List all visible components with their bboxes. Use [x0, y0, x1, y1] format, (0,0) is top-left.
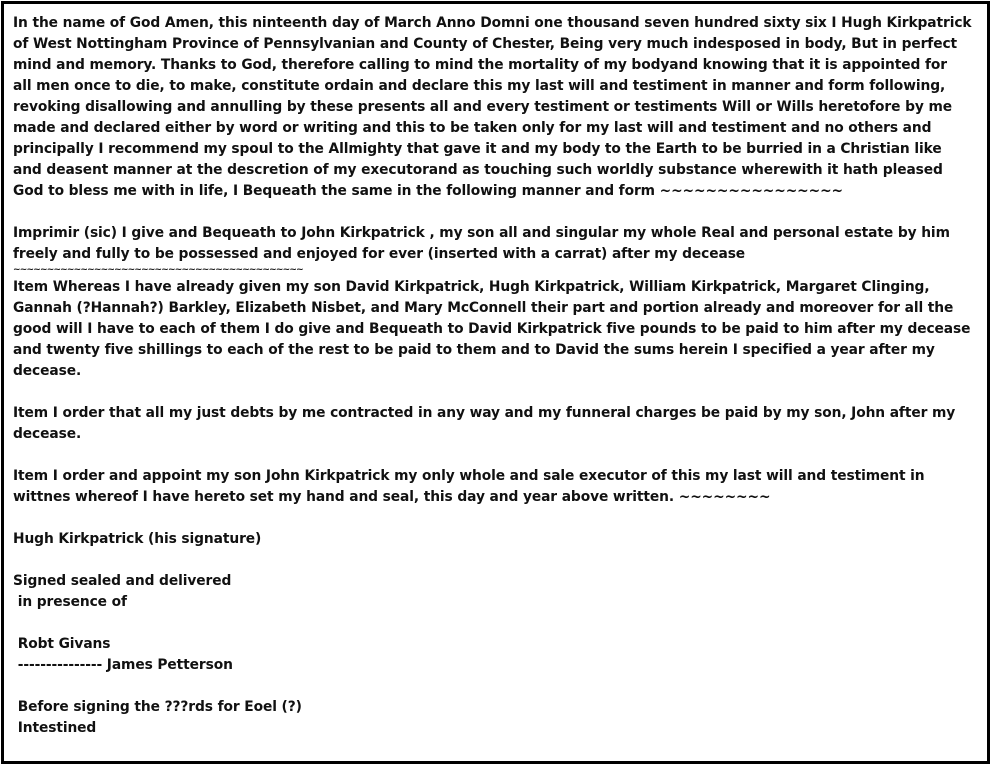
text-line: of West Nottingham Province of Pennsylvanian and County of Chester, Being very much indesposed in body, But in perfect — [13, 36, 958, 52]
document-frame — [1, 1, 990, 764]
witness-line: --------------- James Petterson — [13, 657, 233, 673]
paragraph-gap — [13, 613, 979, 634]
paragraph-gap — [13, 508, 979, 529]
text-line: decease. — [13, 363, 82, 379]
text-line: wittnes whereof I have hereto set my hand and seal, this day and year above written. ~~~~~~~~ — [13, 489, 771, 505]
text-line: mind and memory. Thanks to God, therefore calling to mind the mortality of my bodyand knowing that it is appointed for — [13, 57, 947, 73]
text-line: all men once to die, to make, constitute ordain and declare this my last will and testiment in manner and form following, — [13, 78, 946, 94]
text-line: and deasent manner at the descretion of my executorand as touching such worldly substance wherewith it hath pleased — [13, 162, 943, 178]
paragraph-gap — [13, 550, 979, 571]
text-line: Imprimir (sic) I give and Bequeath to John Kirkpatrick , my son all and singular my whole Real and personal estate by him — [13, 225, 950, 241]
text-line: Item Whereas I have already given my son David Kirkpatrick, Hugh Kirkpatrick, William Kirkpatrick, Margaret Clinging, — [13, 279, 930, 295]
text-line: decease. — [13, 426, 82, 442]
will-transcription — [13, 13, 979, 739]
preamble-paragraph — [13, 13, 979, 202]
item-children-paragraph — [13, 277, 979, 382]
paragraph-gap — [13, 676, 979, 697]
text-line: and twenty five shillings to each of the rest to be paid to them and to David the sums herein I specified a year after my — [13, 342, 935, 358]
tilde-line: ~~~~~~~~~~~~~~~~~~~~~~~~~~~~~~~~~~~~~~~~~~~ — [13, 265, 303, 275]
text-line: freely and fully to be possessed and enjoyed for ever (inserted with a carrat) after my decease — [13, 246, 746, 262]
text-line: Signed sealed and delivered — [13, 573, 232, 589]
paragraph-gap — [13, 202, 979, 223]
text-line: Before signing the ???rds for Eoel (?) — [13, 699, 302, 715]
signed-sealed-block — [13, 571, 979, 613]
signature-block — [13, 529, 979, 550]
paragraph-gap — [13, 445, 979, 466]
text-line: In the name of God Amen, this ninteenth day of March Anno Domni one thousand seven hundred sixty six I Hugh Kirkpatrick — [13, 15, 972, 31]
text-line: Gannah (?Hannah?) Barkley, Elizabeth Nisbet, and Mary McConnell their part and portion already and moreover for all the — [13, 300, 954, 316]
signature-line: Hugh Kirkpatrick (his signature) — [13, 531, 262, 547]
item-executor-paragraph — [13, 466, 979, 508]
text-line: in presence of — [13, 594, 127, 610]
note-block — [13, 697, 979, 739]
text-line: good will I have to each of them I do give and Bequeath to David Kirkpatrick five pounds to be paid to him after my decease — [13, 321, 971, 337]
text-line: Item I order and appoint my son John Kirkpatrick my only whole and sale executor of this my last will and testiment in — [13, 468, 925, 484]
text-line: principally I recommend my spoul to the Allmighty that gave it and my body to the Earth to be burried in a Christian like — [13, 141, 942, 157]
witnesses-block — [13, 634, 979, 676]
text-line: Item I order that all my just debts by me contracted in any way and my funneral charges be paid by my son, John after my — [13, 405, 956, 421]
text-line: revoking disallowing and annulling by these presents all and every testiment or testiments Will or Wills heretofore by me — [13, 99, 952, 115]
text-line: God to bless me with in life, I Bequeath the same in the following manner and form ~~~~~~~~~~~~~~~~ — [13, 183, 843, 199]
text-line: Intestined — [13, 720, 97, 736]
text-line: made and declared either by word or writing and this to be taken only for my last will and testiment and no others and — [13, 120, 932, 136]
imprimir-paragraph — [13, 223, 979, 277]
paragraph-gap — [13, 382, 979, 403]
witness-line: Robt Givans — [13, 636, 111, 652]
item-debts-paragraph — [13, 403, 979, 445]
